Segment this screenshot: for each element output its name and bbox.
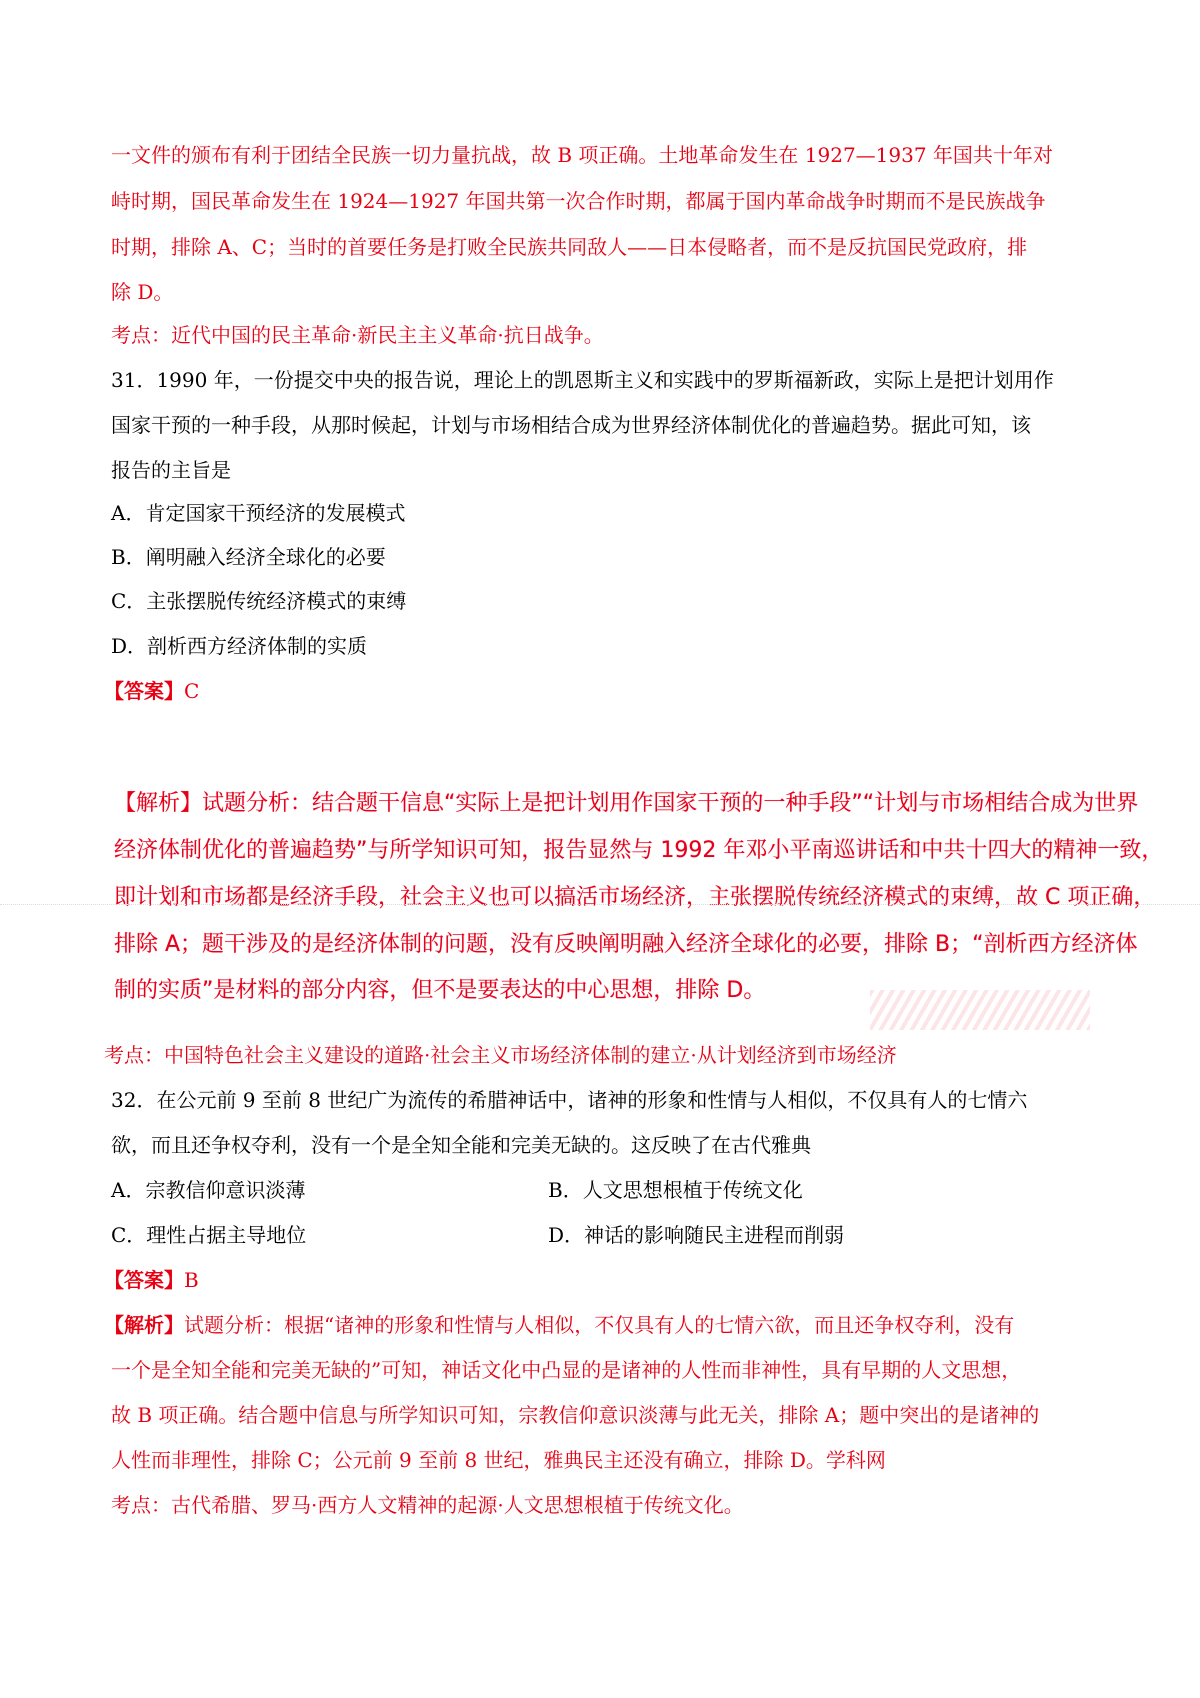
q31-analysis-line: 经济体制优化的普遍趋势”与所学知识可知，报告显然与 1992 年邓小平南巡讲话和中共十四大的精神一致， [114,838,1164,863]
q32-analysis-line [104,1310,1014,1340]
q31-option-a: A．肯定国家干预经济的发展模式 [111,501,406,525]
q31-stem-line: 报告的主旨是 [111,458,231,482]
q32-stem-line: 32．在公元前 9 至前 8 世纪广为流传的希腊神话中，诸神的形象和性情与人相似，不仅具有人的七情六 [111,1088,1028,1112]
q32-analysis-line: 人性而非理性，排除 C；公元前 9 至前 8 世纪，雅典民主还没有确立，排除 D。学科网 [111,1448,886,1472]
prev-kaodian: 考点：近代中国的民主革命·新民主主义革命·抗日战争。 [111,323,604,347]
q32-answer [104,1265,199,1295]
q31-analysis-line: 【解析】试题分析：结合题干信息“实际上是把计划用作国家干预的一种手段”“计划与市场相结合成为世界 [114,791,1139,816]
q31-stem-line: 国家干预的一种手段，从那时候起，计划与市场相结合成为世界经济体制优化的普遍趋势。据此可知，该 [111,413,1031,437]
q31-answer-label: 【答案】 [104,679,184,703]
q31-analysis-line: 即计划和市场都是经济手段，社会主义也可以搞活市场经济，主张摆脱传统经济模式的束缚，故 C 项正确， [114,885,1156,910]
q32-answer-label: 【答案】 [104,1268,184,1292]
q32-analysis-label: 【解析】 [104,1313,184,1337]
q32-analysis-line: 故 B 项正确。结合题中信息与所学知识可知，宗教信仰意识淡薄与此无关，排除 A；题中突出的是诸神的 [111,1403,1040,1427]
q32-option-a: A．宗教信仰意识淡薄 [111,1178,306,1202]
q31-option-b: B．阐明融入经济全球化的必要 [111,545,386,569]
scan-artifact-line [0,904,1200,905]
q32-stem-line: 欲，而且还争权夺利，没有一个是全知全能和完美无缺的。这反映了在古代雅典 [111,1133,811,1157]
q31-option-c: C．主张摆脱传统经济模式的束缚 [111,589,407,613]
q31-answer-value: C [184,679,200,703]
scan-artifact-smudge [870,990,1090,1030]
q32-kaodian: 考点：古代希腊、罗马·西方人文精神的起源·人文思想根植于传统文化。 [111,1493,744,1517]
prev-analysis-line: 时期，排除 A、C；当时的首要任务是打败全民族共同敌人——日本侵略者，而不是反抗国民党政府，排 [111,235,1028,259]
q31-analysis-line: 排除 A；题干涉及的是经济体制的问题，没有反映阐明融入经济全球化的必要，排除 B；“剖析西方经济体 [114,932,1138,957]
q31-answer [104,676,199,706]
q32-analysis-line: 一个是全知全能和完美无缺的”可知，神话文化中凸显的是诸神的人性而非神性，具有早期的人文思想， [111,1358,1022,1382]
q32-analysis-text: 试题分析：根据“诸神的形象和性情与人相似，不仅具有人的七情六欲，而且还争权夺利，没有 [184,1313,1015,1337]
q32-answer-value: B [184,1268,199,1292]
q31-stem-line: 31．1990 年，一份提交中央的报告说，理论上的凯恩斯主义和实践中的罗斯福新政，实际上是把计划用作 [111,368,1054,392]
q32-option-c: C．理性占据主导地位 [111,1223,307,1247]
q32-option-b: B．人文思想根植于传统文化 [548,1178,803,1202]
prev-analysis-line: 一文件的颁布有利于团结全民族一切力量抗战，故 B 项正确。土地革命发生在 1927—1937 年国共十年对 [111,143,1053,167]
q31-kaodian: 考点：中国特色社会主义建设的道路·社会主义市场经济体制的建立·从计划经济到市场经济 [104,1043,897,1067]
prev-analysis-line: 除 D。 [111,280,174,304]
q31-analysis-line: 制的实质”是材料的部分内容，但不是要表达的中心思想，排除 D。 [114,978,766,1003]
q32-option-d: D．神话的影响随民主进程而削弱 [548,1223,845,1247]
q31-option-d: D．剖析西方经济体制的实质 [111,634,368,658]
prev-analysis-line: 峙时期，国民革命发生在 1924—1927 年国共第一次合作时期，都属于国内革命战争时期而不是民族战争 [111,189,1046,213]
